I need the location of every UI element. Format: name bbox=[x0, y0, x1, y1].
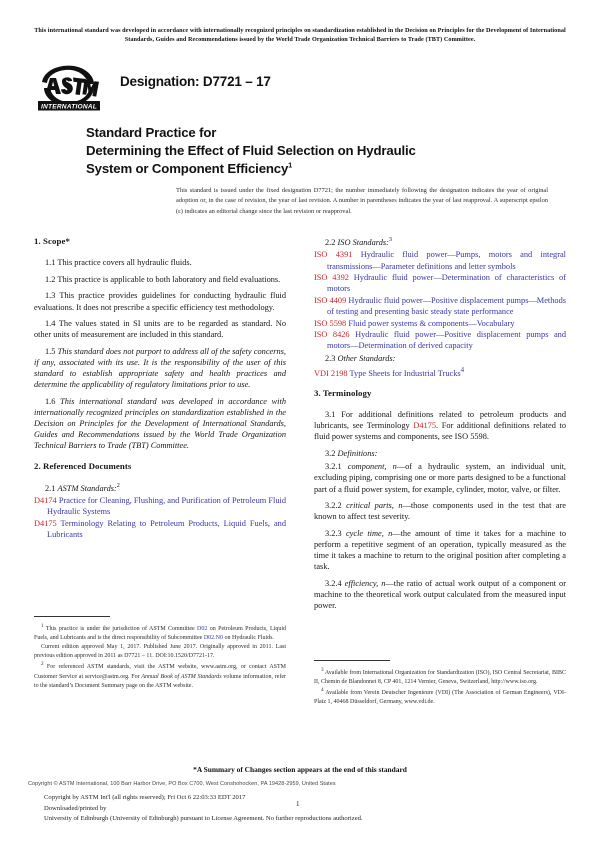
summary-of-changes-note: *A Summary of Changes section appears at the end of this standard bbox=[193, 765, 407, 774]
definition-number: 3.2.3 bbox=[325, 528, 342, 538]
footnote-text: Available from International Organization for Standardization (ISO), ISO Central Secretariat, BIBC II, Chemin de Blandonnet 8, CP 401, 1214 Vernier, Geneva, Switzerland, http://www.iso.org. bbox=[314, 670, 566, 686]
tbt-note-line-2: Development of International Standards, Guides and Recommendations issued by the World Trade Organization Technical Barriers to Trade (TBT) Committee. bbox=[124, 27, 566, 44]
scope-paragraph-1-6 bbox=[34, 390, 286, 451]
footnote-text-pre: This practice is under the jurisdiction of ASTM Committee bbox=[45, 626, 198, 632]
title-line-3-wrap bbox=[86, 160, 546, 178]
definition-3-2-3 bbox=[314, 522, 566, 572]
tbt-header-note bbox=[34, 26, 566, 45]
reference-title[interactable]: Terminology Relating to Petroleum Products, Liquid Fuels, and Lubricants bbox=[47, 519, 287, 540]
para-number: 1.3 bbox=[45, 291, 56, 301]
footnote-rule bbox=[34, 616, 110, 617]
license-line-2: Downloaded/printed by bbox=[44, 804, 107, 812]
para-text: This standard does not purport to address all of the safety concerns, if any, associated with its use. It is the responsibility of the user of this standard to establish appropriate safety and health practices and determine the applicability of regulatory limitations prior to use. bbox=[34, 346, 286, 390]
definition-term: component, n bbox=[347, 462, 397, 472]
para-number: 1.6 bbox=[45, 396, 56, 406]
reference-title[interactable]: Hydraulic fluid power—Pumps, motors and integral transmissions—Parameter definitions and letter symbols bbox=[327, 250, 566, 271]
para-text-post: . For additional definitions related to fluid power systems and components, see ISO 5598. bbox=[314, 420, 566, 442]
subhead-footnote-marker: 2 bbox=[116, 481, 120, 489]
para-number: 1.2 bbox=[45, 274, 56, 284]
svg-text:INTERNATIONAL: INTERNATIONAL bbox=[41, 103, 97, 111]
license-line-3: University of Edinburgh (University of Edinburgh) pursuant to License Agreement. No further reproductions authorized. bbox=[44, 815, 363, 823]
terminology-paragraph-3-1 bbox=[314, 403, 566, 442]
title-line-2: Determining the Effect of Fluid Selection on Hydraulic bbox=[86, 143, 416, 159]
definition-text: —those components used in the test that are known to affect test severity. bbox=[314, 501, 567, 522]
left-footnotes bbox=[34, 616, 286, 691]
title-line-1: Standard Practice for bbox=[86, 125, 217, 140]
terminology-link-d4175[interactable]: D4175 bbox=[413, 420, 437, 430]
para-number: 1.4 bbox=[45, 319, 56, 329]
reference-designation[interactable]: D4175 bbox=[34, 519, 57, 528]
reference-designation[interactable]: VDI 2198 bbox=[314, 368, 348, 378]
definition-text: —the ratio of actual work output of a component or machine to the theoretical work output calculated from the measured input power. bbox=[314, 578, 566, 611]
reference-title[interactable]: Hydraulic fluid power—Positive displacement pumps and motors—Determination of derived capacity bbox=[327, 330, 566, 351]
footnote-link-d02n0[interactable]: D02.N0 bbox=[203, 635, 223, 642]
reference-title[interactable]: Type Sheets for Industrial Trucks bbox=[349, 368, 461, 378]
designation-label: Designation: D7721 – 17 bbox=[120, 74, 271, 89]
definition-text: —of a hydraulic system, an individual unit, excluding piping, comprising one or more parts designed to be a functional part of a fluid power system, for example, cylinder, motor, valve, or filter. bbox=[314, 462, 566, 494]
reference-item-d4175[interactable] bbox=[34, 518, 286, 541]
scope-paragraph-1-1 bbox=[34, 252, 286, 269]
definition-3-2-4 bbox=[314, 572, 566, 611]
subhead-title: Definitions: bbox=[337, 448, 378, 458]
title-line-3: System or Component Efficiency bbox=[86, 161, 289, 177]
reference-designation[interactable]: ISO 4409 bbox=[314, 295, 347, 305]
tbt-note-line-1: This international standard was developed in accordance with internationally recognized principles on standardization established in the Decision on Principles for the bbox=[34, 27, 485, 34]
issuance-statement: This standard is issued under the fixed designation D7721; the number immediately following the designation indicates the year of original adoption or, in the case of revision, the year of last revision. A number in parentheses indicates the year of last reapproval. A superscript epsilon (ε) indicates an editorial change since the last revision or reapproval. bbox=[176, 187, 548, 215]
footnote-3 bbox=[314, 667, 566, 687]
other-standards-subheading bbox=[314, 352, 566, 365]
reference-title[interactable]: Practice for Cleaning, Flushing, and Purification of Petroleum Fluid Hydraulic Systems bbox=[47, 496, 286, 517]
para-text: This practice covers all hydraulic fluids. bbox=[57, 258, 192, 268]
astm-logo-icon bbox=[36, 62, 102, 114]
page-number: 1 bbox=[296, 800, 300, 808]
reference-title[interactable]: Fluid power systems & components—Vocabulary bbox=[348, 318, 515, 328]
footnote-4 bbox=[314, 687, 566, 707]
definition-text: —the amount of time it takes for a machine to perform a repetitive segment of an operation, typically measured as the time it takes a machine to return to the original position after completing a task. bbox=[314, 528, 566, 572]
reference-designation[interactable]: ISO 5598 bbox=[314, 318, 347, 328]
footnote-2 bbox=[34, 661, 286, 690]
scope-heading: 1. Scope* bbox=[34, 236, 70, 246]
scope-paragraph-1-3 bbox=[34, 285, 286, 313]
footnote-edition-info: Current edition approved May 1, 2017. Published June 2017. Originally approved in 2011. Last previous edition approved in 2011 as D7721 – 11. DOI:10.1520/D7721-17. bbox=[34, 644, 286, 660]
reference-title[interactable]: Hydraulic fluid power—Positive displacement pumps—Methods of testing and presenting basic steady state performance bbox=[327, 295, 566, 317]
copyright-notice: Copyright © ASTM International, 100 Barr Harbor Drive, PO Box C700, West Conshohocken, PA 19428-2959, United States bbox=[28, 781, 336, 787]
footnote-text-pre: For referenced ASTM standards, visit the ASTM website, www.astm.org, or contact ASTM Customer Service at service@astm.org. For bbox=[34, 664, 287, 680]
right-column bbox=[314, 236, 566, 611]
license-line-1: Copyright by ASTM Int'l (all rights reserved); Fri Oct 6 22:03:33 EDT 2017 bbox=[44, 794, 246, 801]
definition-3-2-2 bbox=[314, 495, 566, 523]
definition-number: 3.2.2 bbox=[325, 501, 342, 511]
definition-3-2-1 bbox=[314, 459, 566, 495]
scope-paragraph-1-4 bbox=[34, 313, 286, 341]
definition-number: 3.2.4 bbox=[325, 578, 342, 588]
definition-number: 3.2.1 bbox=[325, 462, 342, 472]
subhead-title: Other Standards: bbox=[337, 354, 396, 364]
title-footnote-marker: 1 bbox=[288, 161, 293, 171]
iso-standards-subheading bbox=[314, 236, 566, 248]
subhead-number: 2.2 bbox=[325, 237, 336, 247]
reference-item-iso-4409[interactable] bbox=[314, 294, 566, 317]
astm-reference-list bbox=[34, 494, 286, 541]
reference-item-iso-8426[interactable] bbox=[314, 329, 566, 352]
astm-standards-subheading bbox=[34, 476, 286, 493]
license-block bbox=[44, 793, 564, 825]
reference-item-iso-4391[interactable] bbox=[314, 249, 566, 272]
footnote-text-post: volume information, refer to the standard’s Document Summary page on the ASTM website. bbox=[34, 673, 286, 689]
iso-reference-list bbox=[314, 248, 566, 352]
document-title bbox=[86, 124, 546, 179]
footnote-marker: 2 bbox=[41, 661, 44, 668]
right-footnotes bbox=[314, 660, 566, 707]
reference-designation[interactable]: ISO 8426 bbox=[314, 330, 350, 340]
definitions-subheading bbox=[314, 442, 566, 459]
para-number: 1.1 bbox=[45, 258, 56, 268]
subhead-number: 3.2 bbox=[325, 448, 336, 458]
footnote-link-d02[interactable]: D02 bbox=[197, 626, 208, 632]
reference-title[interactable]: Hydraulic fluid power—Determination of characteristics of motors bbox=[327, 273, 566, 294]
para-text-pre: For additional definitions related to petroleum products and lubricants, see Terminology bbox=[314, 409, 566, 430]
reference-designation[interactable]: ISO 4391 bbox=[314, 250, 353, 260]
reference-item-vdi-2198[interactable] bbox=[314, 365, 566, 378]
definition-term: cycle time, n bbox=[345, 528, 393, 538]
reference-item-iso-4392[interactable] bbox=[314, 272, 566, 295]
footnote-rule bbox=[314, 660, 390, 661]
subhead-number: 2.1 bbox=[45, 483, 56, 493]
footnote-marker: 3 bbox=[321, 667, 324, 673]
subhead-footnote-marker: 3 bbox=[388, 236, 392, 243]
footnote-marker: 1 bbox=[41, 623, 44, 629]
scope-paragraph-1-2 bbox=[34, 268, 286, 285]
para-number: 3.1 bbox=[325, 409, 336, 419]
footnote-italic-title: Annual Book of ASTM Standards bbox=[141, 673, 222, 680]
para-text: The values stated in SI units are to be regarded as standard. No other units of measurement are included in this standard. bbox=[34, 319, 286, 340]
footnote-text: Available from Verein Deutscher Ingenieure (VDI) (The Association of German Engineers), VDI-Platz 1, 40468 Düsseldorf, Germany, www.vdi.de. bbox=[314, 690, 567, 706]
subhead-number: 2.3 bbox=[325, 354, 336, 364]
definition-term: critical parts, n bbox=[346, 501, 403, 511]
para-text: This practice provides guidelines for conducting hydraulic fluid evaluations. It does not prescribe a specific efficiency test methodology. bbox=[34, 291, 287, 312]
reference-item-iso-5598[interactable] bbox=[314, 317, 566, 329]
para-text: This practice is applicable to both laboratory and field evaluations. bbox=[57, 274, 281, 284]
other-reference-list bbox=[314, 364, 566, 378]
left-column bbox=[34, 236, 286, 540]
para-text: This international standard was developed in accordance with internationally recognized principles on standardization established in the Decision on Principles for the Development of International Standards, Guides and Recommendations issued by the World Trade Organization Technical Barriers to Trade (TBT) Committee. bbox=[34, 396, 286, 451]
referenced-documents-heading: 2. Referenced Documents bbox=[34, 460, 132, 471]
footnote-text-post: on Hydraulic Fluids. bbox=[222, 635, 274, 642]
para-number: 1.5 bbox=[45, 346, 56, 356]
reference-item-d4174[interactable] bbox=[34, 495, 286, 518]
footnote-text-mid: on Petroleum Products, Liquid Fuels, and Lubricants and is the direct responsibility of Subcommittee bbox=[34, 626, 286, 642]
reference-footnote-marker: 4 bbox=[460, 365, 465, 374]
subhead-title: ISO Standards: bbox=[337, 237, 389, 247]
footnote-marker: 4 bbox=[321, 687, 324, 694]
terminology-heading: 3. Terminology bbox=[314, 387, 372, 398]
definition-term: efficiency, n bbox=[344, 578, 386, 588]
footnote-1 bbox=[34, 623, 286, 643]
reference-designation[interactable]: ISO 4392 bbox=[314, 273, 349, 283]
reference-designation[interactable]: D4174 bbox=[34, 496, 57, 506]
scope-paragraph-1-5 bbox=[34, 340, 286, 390]
subhead-title: ASTM Standards: bbox=[57, 483, 117, 493]
logo-designation-row bbox=[36, 62, 556, 116]
